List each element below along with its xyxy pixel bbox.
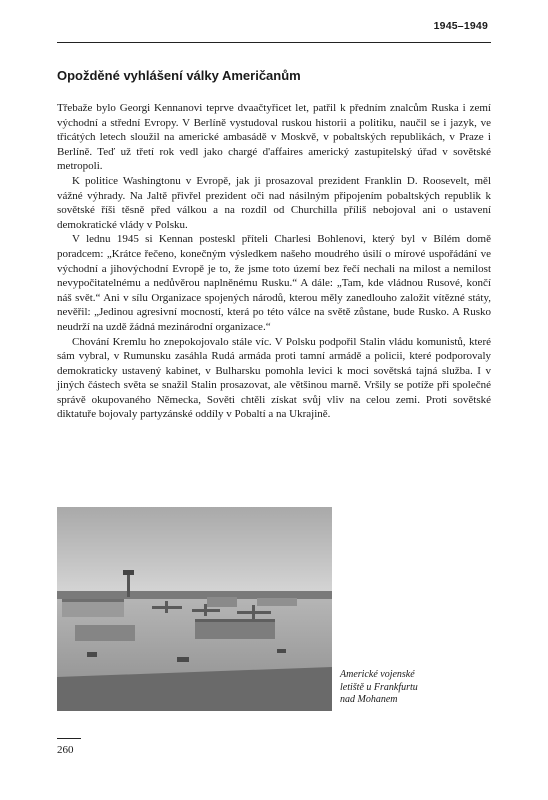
- body-text: [57, 101, 491, 422]
- airport-photo: [57, 507, 332, 711]
- airfield-photo-illustration: [57, 507, 332, 711]
- header-rule: [57, 42, 491, 43]
- footer-rule: [57, 738, 81, 739]
- sky: [57, 507, 332, 595]
- hangar-mid: [207, 597, 237, 607]
- paragraph-4: Chování Kremlu ho znepokojovalo stále víc. V Polsku podpořil Stalin vládu komunistů, které sám vybral, v Rumunsku zasáhla Rudá armáda proti tamní armádě a policii, které podporovaly demokraticky ustavený kabinet, v Bulharsku pomohla levici k moci sovětská tajná služba. I v jiných částech světa se snažil Stalin prosazovat, ale většinou marně. Vršily se potíže při společné správě okupovaného Německa, Sověti chtěli získat svůj vliv na celou zemi. Proti sovětské diktatuře bojovaly partyzánské oddíly v Pobaltí a na Ukrajině.: [57, 335, 491, 421]
- section-title: Opožděné vyhlášení války Američanům: [57, 68, 301, 83]
- hangar-right: [257, 598, 297, 606]
- paragraph-3: V lednu 1945 si Kennan posteskl příteli Charlesi Bohlenovi, který byl v Bílém domě poradcem: „Krátce řečeno, konečným výsledkem našeho moudrého úsilí o mírové uspořádání ve východní a jihovýchodní Evropě je to, že jsme toto území bez řečí nechali na milost a nemilost nevypočitatelnému a nedůvěrou naplněnému Rusku.“ A dále: „Tam, kde vládnou Rusové, končí náš svět.“ Ani v sílu Organizace spojených národů, kterou měly zanedlouho založit vítězné státy, nevěřil: „Jedinou agresivní mocností, která po této válce na světě zůstane, bude Rusko. A Rusko neudrží na uzdě žádná mezinárodní organizace.“: [57, 233, 491, 333]
- paragraph-1: Třebaže bylo Georgi Kennanovi teprve dvaačtyřicet let, patřil k předním znalcům Ruska i zemí východní a střední Evropy. V Berlíně vystudoval ruskou historii a politiku, naučil se i jazyk, ve třicátých letech sloužil na americké ambasádě v Moskvě, v pobaltských republikách, v Praze i Berlíně. Teď už třetí rok vedl jako chargé d'affaires americký zastupitelský úřad v sovětské metropoli.: [57, 102, 491, 173]
- page-number: 260: [57, 744, 74, 756]
- caption-line: nad Mohanem: [340, 694, 398, 705]
- photo-caption: [340, 669, 460, 707]
- paragraph-2: K politice Washingtonu v Evropě, jak ji prosazoval prezident Franklin D. Roosevelt, měl vážné výhrady. Na Jaltě přivřel prezident oči nad násilným připojením pobaltských republik k sovětské říši těsně před válkou a na rozdíl od Churchilla příliš nebojoval ani o ustavení demokratické vlády v Polsku.: [57, 174, 491, 231]
- caption-line: Americké vojenské: [340, 669, 415, 680]
- control-tower: [127, 573, 130, 597]
- caption-line: letiště u Frankfurtu: [340, 681, 418, 693]
- running-head: 1945–1949: [433, 20, 488, 32]
- service-building: [75, 625, 135, 641]
